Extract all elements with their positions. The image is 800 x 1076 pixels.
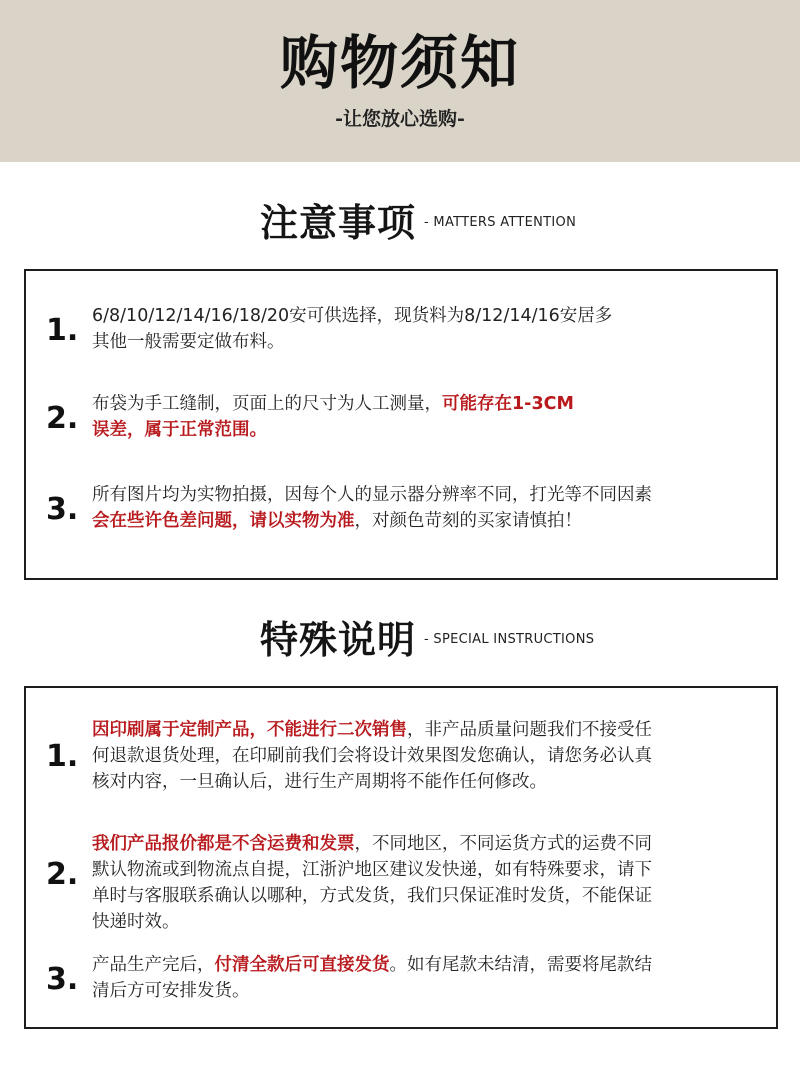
section-title: 注意事项 xyxy=(260,201,417,245)
section-subtitle: - MATTERS ATTENTION xyxy=(424,215,577,230)
body-text: 所有图片均为实物拍摄，因每个人的显示器分辨率不同，打光等不同因素 xyxy=(92,485,652,505)
body-text: ，非产品质量问题我们不接受任 何退款退货处理，在印刷前我们会将设计效果图发您确认，请您务必认真 核对内容，一旦确认后，进行生产周期将不能作任何修改。 xyxy=(92,720,652,792)
item-text xyxy=(92,391,762,443)
section-subtitle: - SPECIAL INSTRUCTIONS xyxy=(424,632,595,647)
body-text: 布袋为手工缝制，页面上的尺寸为人工测量， xyxy=(92,394,442,414)
body-text: ，对颜色苛刻的买家请慎拍！ xyxy=(354,511,582,531)
header-banner xyxy=(0,0,800,162)
instructions-box xyxy=(24,686,778,1029)
highlight-text: 付清全款后可直接发货 xyxy=(214,955,390,975)
item-number: 2. xyxy=(46,857,79,892)
item-number: 1. xyxy=(46,739,79,774)
section-header-special-instructions xyxy=(0,612,800,668)
page-title: 购物须知 xyxy=(279,29,520,97)
item-number: 1. xyxy=(46,313,79,348)
item-text xyxy=(92,952,762,1004)
highlight-text: 可能存在1-3CM 误差，属于正常范围。 xyxy=(92,394,574,440)
item-number: 3. xyxy=(46,962,79,997)
item-text xyxy=(92,831,762,935)
attention-box xyxy=(24,269,778,580)
body-text: 产品生产完后， xyxy=(92,955,215,975)
section-header-matters-attention xyxy=(0,195,800,251)
body-text: 6/8/10/12/14/16/18/20安可供选择，现货料为8/12/14/16安居多 其他一般需要定做布料。 xyxy=(92,306,613,352)
item-number: 2. xyxy=(46,401,79,436)
highlight-text: 我们产品报价都是不含运费和发票 xyxy=(92,834,355,854)
body-text: 。如有尾款未结清，需要将尾款结 清后方可安排发货。 xyxy=(92,955,652,1001)
highlight-text: 因印刷属于定制产品，不能进行二次销售 xyxy=(92,720,407,740)
section-title: 特殊说明 xyxy=(260,618,417,662)
item-number: 3. xyxy=(46,492,79,527)
item-text xyxy=(92,482,762,534)
item-text xyxy=(92,717,762,795)
item-text xyxy=(92,303,762,355)
body-text: ，不同地区，不同运货方式的运费不同 默认物流或到物流点自提，江浙沪地区建议发快递，如有特殊要求，请下 单时与客服联系确认以哪种，方式发货，我们只保证准时发货，不能保证 快递时效。 xyxy=(92,834,652,932)
highlight-text: 会在些许色差问题，请以实物为准 xyxy=(92,511,355,531)
page-subtitle: -让您放心选购- xyxy=(335,108,465,130)
